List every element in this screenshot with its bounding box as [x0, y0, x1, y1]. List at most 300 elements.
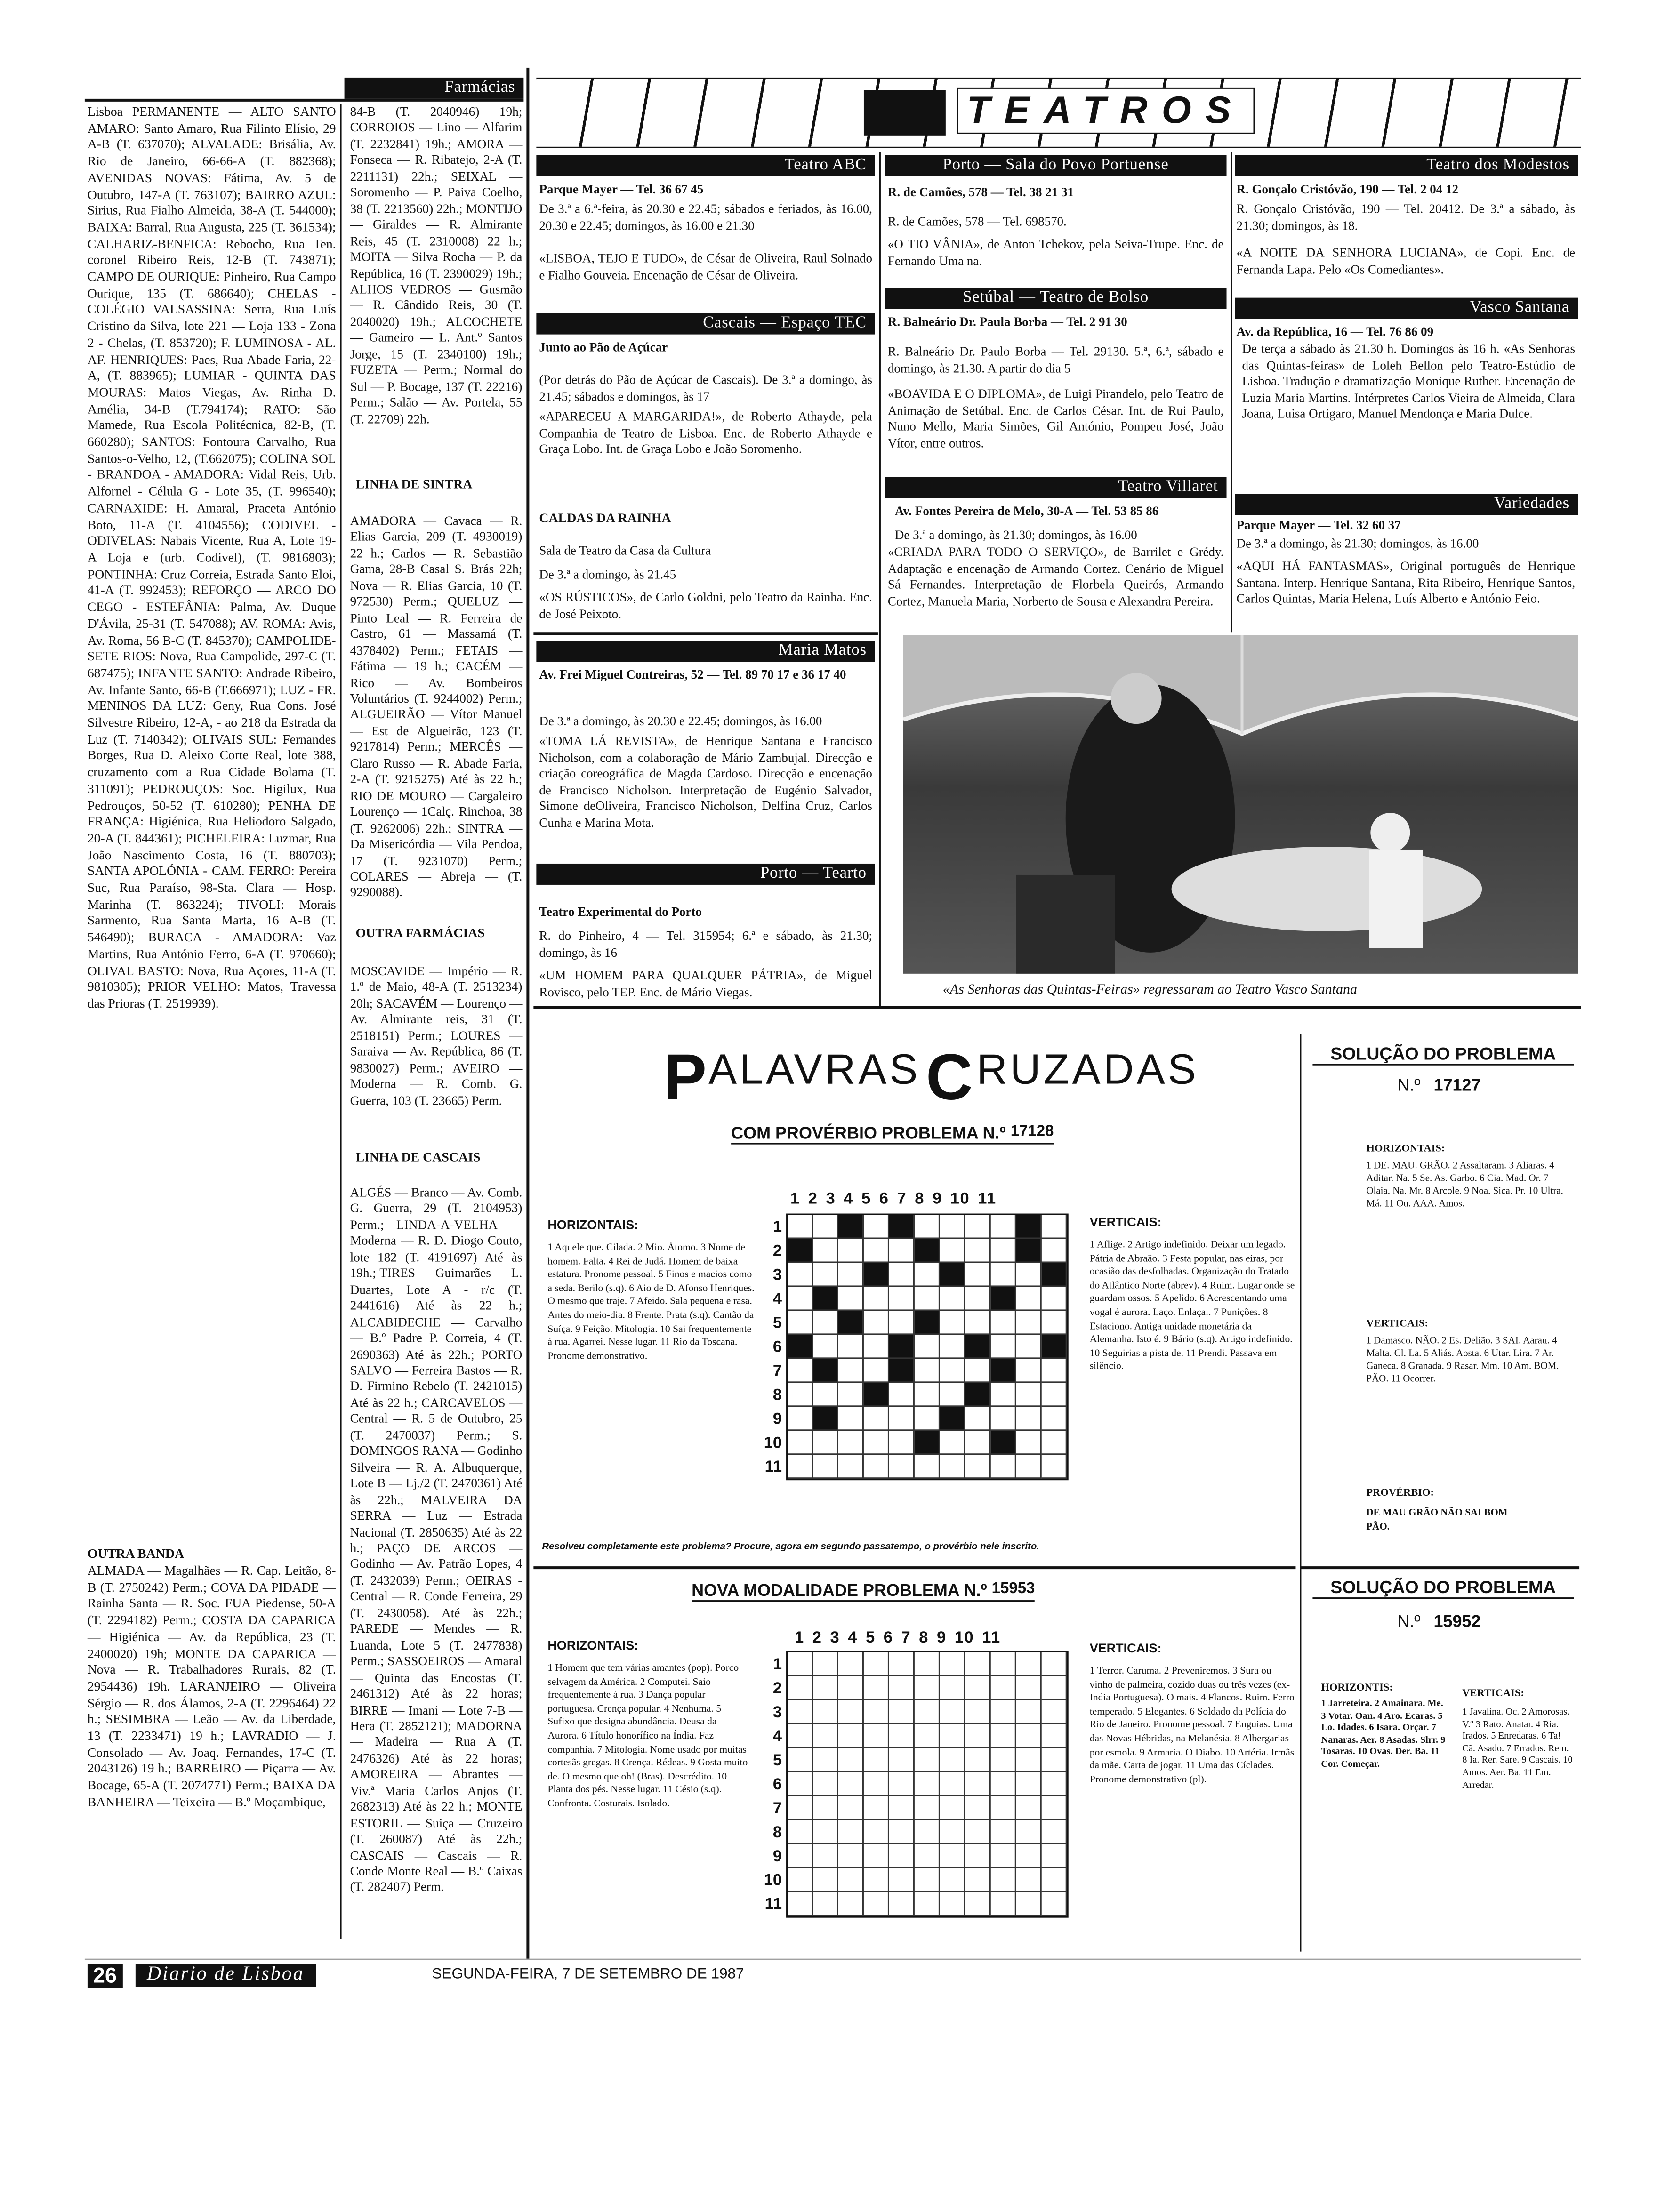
section-rule [526, 68, 528, 1959]
grid-cell[interactable] [915, 1652, 940, 1676]
grid-cell[interactable] [889, 1383, 915, 1407]
grid-cell[interactable] [813, 1724, 838, 1748]
modestos-text: R. Gonçalo Cristóvão, 190 — Tel. 20412. De 3.ª a sábado, às 21.30; domingos, às 18. [1236, 201, 1576, 232]
grid-cell[interactable] [864, 1820, 889, 1844]
grid-cell[interactable] [838, 1287, 864, 1311]
grid-cell[interactable] [1016, 1359, 1042, 1383]
grid-cell[interactable] [940, 1287, 965, 1311]
grid-cell[interactable] [788, 1311, 813, 1335]
grid-cell[interactable] [889, 1772, 915, 1796]
sol2-h-label: HORIZONTIS: [1321, 1680, 1393, 1693]
title-cap-p: P [663, 1040, 707, 1114]
grid-cell[interactable] [915, 1335, 940, 1359]
grid-cell[interactable] [788, 1868, 813, 1892]
grid-cell[interactable] [813, 1748, 838, 1772]
grid-cell[interactable] [838, 1820, 864, 1844]
grid-cell[interactable] [915, 1820, 940, 1844]
grid-cell[interactable] [813, 1676, 838, 1700]
grid-cell[interactable] [965, 1820, 991, 1844]
grid-cell[interactable] [1016, 1700, 1042, 1724]
grid-cell[interactable] [915, 1239, 940, 1263]
povo-show: «O TIO VÂNIA», de Anton Tchekov, pela Seiva-Trupe. Enc. de Fernando Uma na. [887, 237, 1224, 268]
grid-cell[interactable] [1016, 1820, 1042, 1844]
grid-cell[interactable] [915, 1455, 940, 1479]
grid-cell[interactable] [788, 1431, 813, 1455]
grid-cell[interactable] [1042, 1335, 1067, 1359]
grid-cell[interactable] [1042, 1820, 1067, 1844]
grid-cell[interactable] [788, 1700, 813, 1724]
grid-cell[interactable] [1016, 1772, 1042, 1796]
col-rule [879, 152, 881, 1006]
problem2-number: 15953 [991, 1580, 1035, 1598]
grid-cell[interactable] [788, 1407, 813, 1431]
grid-cell[interactable] [788, 1239, 813, 1263]
grid-cell[interactable] [965, 1287, 991, 1311]
grid-cell[interactable] [1016, 1263, 1042, 1287]
grid-cell[interactable] [991, 1239, 1016, 1263]
grid-cell[interactable] [1042, 1676, 1067, 1700]
grid-cell[interactable] [864, 1215, 889, 1239]
grid-cell[interactable] [838, 1892, 864, 1916]
grid-cell[interactable] [915, 1263, 940, 1287]
grid-cell[interactable] [788, 1652, 813, 1676]
grid-cell[interactable] [965, 1359, 991, 1383]
villaret-show: «CRIADA PARA TODO O SERVIÇO», de Barrilet e Grédy. Adaptação e encenação de Armando Cortez. Cenário de Miguel Sá Fernandes. Interpretação de Florbela Queirós, Armando Cortez, Manuela Maria, Norberto de Sousa e Alexandra Pereira. [887, 545, 1224, 608]
grid-cell[interactable] [889, 1335, 915, 1359]
grid-cell[interactable] [940, 1652, 965, 1676]
grid-cell[interactable] [889, 1455, 915, 1479]
grid-cell[interactable] [1042, 1239, 1067, 1263]
grid-cell[interactable] [1016, 1455, 1042, 1479]
grid-cell[interactable] [1042, 1772, 1067, 1796]
grid-cell[interactable] [1042, 1311, 1067, 1335]
grid-cell[interactable] [965, 1239, 991, 1263]
abc-text: De 3.ª a 6.ª-feira, às 20.30 e 22.45; sábados e feriados, às 16.00, 20.30 e 22.45; domingos, às 16.00 e 21.30 [539, 201, 872, 232]
grid-cell[interactable] [940, 1455, 965, 1479]
grid-cell[interactable] [991, 1263, 1016, 1287]
footer-rule [85, 1959, 1581, 1960]
grid-cell[interactable] [991, 1868, 1016, 1892]
grid-cell[interactable] [915, 1796, 940, 1820]
grid-cell[interactable] [889, 1796, 915, 1820]
sol2-verticais: 1 Javalina. Oc. 2 Amorosas. V.º 3 Rato. Anatar. 4 Ria. Irados. 5 Enredaras. 6 Ta! Cã. Asado. 7 Errados. Rem. 8 Ia. Rer. Sare. 9 Cascais. 10 Amos. Aer. Ba. 11 Em. Arredar. [1462, 1707, 1573, 1790]
grid-cell[interactable] [813, 1407, 838, 1431]
grid-cell[interactable] [1042, 1892, 1067, 1916]
grid-cell[interactable] [813, 1868, 838, 1892]
grid-cell[interactable] [788, 1287, 813, 1311]
grid-cell[interactable] [864, 1676, 889, 1700]
crossword-title [663, 1039, 1228, 1114]
grid-cell[interactable] [889, 1239, 915, 1263]
grid-cell[interactable] [915, 1772, 940, 1796]
outras-head: OUTRA FARMÁCIAS [355, 927, 485, 941]
sol1-v-label: VERTICAIS: [1366, 1316, 1429, 1330]
grid-cell[interactable] [889, 1311, 915, 1335]
modestos-show: «A NOITE DA SENHORA LUCIANA», de Copi. Enc. de Fernanda Lapa. Pelo «Os Comediantes». [1236, 245, 1576, 276]
caldas-head: CALDAS DA RAINHA [539, 512, 671, 527]
grid-cell[interactable] [813, 1844, 838, 1868]
grid-cell[interactable] [838, 1239, 864, 1263]
p1-horizontais: 1 Aquele que. Cilada. 2 Mio. Átomo. 3 Nome de homem. Falta. 4 Rei de Judá. Homem de baixa estatura. Pronome pessoal. 5 Finos e macios como a seda. Berilo (s.q). 6 Aio de D. Afonso Henriques. O mesmo que traje. 7 Afeido. Sala pequena e rasa. Antes do meio-dia. 8 Frente. Prata (s.q). Cantão da Suíça. 9 Feição. Mitologia. 10 Sai frequentemente à rua. Agarrei. Nesse lugar. 11 Rio da Toscana. Pronome demonstrativo. [547, 1242, 755, 1362]
grid-cell[interactable] [813, 1652, 838, 1676]
grid-cell[interactable] [915, 1359, 940, 1383]
grid-cell[interactable] [788, 1772, 813, 1796]
farmacias-col1b: ALMADA — Magalhães — R. Cap. Leitão, 8-B (T. 2750242) Perm.; COVA DA PIDADE — Rainha Santa — R. Soc. FUA Piedense, 50-A (T. 2294182) Perm.; COSTA DA CAPARICA — Higiénica — Av. da República, 23 (T. 2400020) 19h; MONTE DA CAPARICA — Nova — R. Trabalhadores Rurais, 82 (T. 2954436) 19h. LARANJEIRO — Oliveira Sérgio — R. dos Álamos, 2-A (T. 2296464) 22 h.; SESIMBRA — Leão — Av. da Liberdade, 13 (T. 2233471) 19 h.; LAVRADIO — J. Consolado — Av. Joaq. Fernandes, 17-C (T. 2043126) 19 h.; BARREIRO — Piçarra — Av. Bocage, 65-A (T. 2074771) Perm.; BAIXA DA BANHEIRA — Teixeira — B.º Moçambique, [87, 1563, 336, 1809]
grid-cell[interactable] [813, 1431, 838, 1455]
solution2-no-label: N.º [1397, 1611, 1421, 1632]
grid-cell[interactable] [1042, 1700, 1067, 1724]
grid-cell[interactable] [940, 1748, 965, 1772]
grid-cell[interactable] [889, 1700, 915, 1724]
grid-cell[interactable] [965, 1455, 991, 1479]
teatros-header [536, 78, 1581, 148]
grid-cell[interactable] [1042, 1431, 1067, 1455]
grid-cell[interactable] [940, 1263, 965, 1287]
grid-cell[interactable] [940, 1724, 965, 1748]
grid-cell[interactable] [788, 1820, 813, 1844]
grid-cell[interactable] [838, 1431, 864, 1455]
grid-cell[interactable] [864, 1868, 889, 1892]
solution1-title: SOLUÇÃO DO PROBLEMA [1312, 1044, 1574, 1066]
grid1-colnums: 1 2 3 4 5 6 7 8 9 10 11 [790, 1191, 997, 1208]
newspaper-name: Diario de Lisboa [136, 1964, 316, 1987]
grid-cell[interactable] [940, 1892, 965, 1916]
grid-cell[interactable] [991, 1892, 1016, 1916]
grid-cell[interactable] [864, 1383, 889, 1407]
grid-cell[interactable] [838, 1844, 864, 1868]
grid-cell[interactable] [965, 1676, 991, 1700]
grid-cell[interactable] [813, 1311, 838, 1335]
grid-cell[interactable] [838, 1407, 864, 1431]
grid-cell[interactable] [991, 1455, 1016, 1479]
crossword-grid-1[interactable] [786, 1214, 1069, 1481]
abc-show: «LISBOA, TEJO E TUDO», de César de Oliveira, Raul Solnado e Fialho Gouveia. Encenação de César de Oliveira. [539, 251, 872, 282]
grid-cell[interactable] [889, 1652, 915, 1676]
grid-cell[interactable] [965, 1724, 991, 1748]
grid-cell[interactable] [991, 1820, 1016, 1844]
grid-cell[interactable] [991, 1383, 1016, 1407]
grid-cell[interactable] [838, 1383, 864, 1407]
grid-cell[interactable] [889, 1431, 915, 1455]
grid-cell[interactable] [965, 1892, 991, 1916]
grid-cell[interactable] [1042, 1407, 1067, 1431]
grid-cell[interactable] [940, 1359, 965, 1383]
p2-h-label: HORIZONTAIS: [547, 1638, 639, 1653]
grid-cell[interactable] [965, 1868, 991, 1892]
grid-cell[interactable] [915, 1431, 940, 1455]
grid-cell[interactable] [864, 1844, 889, 1868]
grid-cell[interactable] [889, 1820, 915, 1844]
grid-cell[interactable] [813, 1263, 838, 1287]
grid-cell[interactable] [965, 1407, 991, 1431]
divider [533, 1566, 1295, 1568]
p2-v-label: VERTICAIS: [1089, 1641, 1162, 1656]
grid-cell[interactable] [838, 1868, 864, 1892]
grid-cell[interactable] [864, 1263, 889, 1287]
variedades-addr: Parque Mayer — Tel. 32 60 37 [1236, 518, 1401, 532]
grid-cell[interactable] [940, 1796, 965, 1820]
grid-cell[interactable] [813, 1383, 838, 1407]
grid-cell[interactable] [788, 1455, 813, 1479]
grid-cell[interactable] [1042, 1724, 1067, 1748]
grid-cell[interactable] [788, 1383, 813, 1407]
grid-cell[interactable] [915, 1215, 940, 1239]
grid-cell[interactable] [940, 1676, 965, 1700]
grid-cell[interactable] [965, 1796, 991, 1820]
grid-cell[interactable] [1042, 1868, 1067, 1892]
grid-cell[interactable] [813, 1359, 838, 1383]
grid-cell[interactable] [864, 1772, 889, 1796]
grid-cell[interactable] [915, 1844, 940, 1868]
farmacias-col2c: MOSCAVIDE — Império — R. 1.º de Maio, 48-A (T. 2513234) 20h; SACAVÉM — Lourenço — Av. Almirante reis, 31 (T. 2518151) Perm.; LOURES — Saraiva — Av. República, 86 (T. 9830027) Perm.; AVEIRO — Moderna — R. Comb. G. Guerra, 103 (T. 23665) Perm. [350, 963, 523, 1107]
grid-cell[interactable] [940, 1311, 965, 1335]
grid-cell[interactable] [1042, 1748, 1067, 1772]
grid-cell[interactable] [889, 1892, 915, 1916]
grid-cell[interactable] [940, 1844, 965, 1868]
grid-cell[interactable] [813, 1796, 838, 1820]
grid-cell[interactable] [991, 1407, 1016, 1431]
grid-cell[interactable] [838, 1676, 864, 1700]
grid-cell[interactable] [915, 1868, 940, 1892]
grid-cell[interactable] [940, 1820, 965, 1844]
grid-cell[interactable] [915, 1892, 940, 1916]
bolso-show: «BOAVIDA E O DIPLOMA», de Luigi Pirandelo, pelo Teatro de Animação de Setúbal. Enc. de Carlos César. Int. de Rui Paulo, Nuno Mello, Maria Simões, Gil António, Pompeu José, João Vítor, entre outros. [887, 386, 1224, 450]
grid-cell[interactable] [915, 1383, 940, 1407]
grid-cell[interactable] [788, 1748, 813, 1772]
grid-cell[interactable] [991, 1844, 1016, 1868]
grid-cell[interactable] [864, 1748, 889, 1772]
modestos-title: Teatro dos Modestos [1235, 155, 1578, 176]
grid-cell[interactable] [813, 1700, 838, 1724]
grid-cell[interactable] [965, 1335, 991, 1359]
problem2-heading [692, 1580, 1035, 1602]
grid-cell[interactable] [864, 1455, 889, 1479]
grid-cell[interactable] [991, 1652, 1016, 1676]
grid-cell[interactable] [813, 1892, 838, 1916]
grid-cell[interactable] [1016, 1335, 1042, 1359]
grid-cell[interactable] [940, 1407, 965, 1431]
grid-cell[interactable] [788, 1892, 813, 1916]
grid-cell[interactable] [788, 1724, 813, 1748]
caldas-show: «OS RÚSTICOS», de Carlo Goldni, pelo Teatro da Rainha. Enc. de José Peixoto. [539, 590, 872, 621]
col-rule [1300, 1034, 1301, 1952]
grid-cell[interactable] [813, 1239, 838, 1263]
grid-cell[interactable] [915, 1311, 940, 1335]
grid-cell[interactable] [965, 1844, 991, 1868]
col-rule [340, 104, 342, 1939]
grid-cell[interactable] [1016, 1311, 1042, 1335]
grid-cell[interactable] [965, 1772, 991, 1796]
grid-cell[interactable] [1016, 1239, 1042, 1263]
grid-cell[interactable] [1042, 1652, 1067, 1676]
grid-cell[interactable] [1016, 1748, 1042, 1772]
tec-show: «APARECEU A MARGARIDA!», de Roberto Athayde, pela Companhia de Teatro de Lisboa. Enc. de Roberto Athayde e Graça Lobo. Int. de Graça Lobo e João Soromenho. [539, 409, 872, 457]
grid-cell[interactable] [940, 1383, 965, 1407]
grid-cell[interactable] [788, 1844, 813, 1868]
grid-cell[interactable] [813, 1455, 838, 1479]
farmacias-col2a: 84-B (T. 2040946) 19h; CORROIOS — Lino — Alfarim (T. 2232841) 19h.; AMORA — Fonseca — R. Ribatejo, 2-A (T. 2211131) 22h.; SEIXAL — Soromenho — P. Paiva Coelho, 38 (T. 2213560) 22h.; MONTIJO — Giraldes — R. Almirante Reis, 45 (T. 2310008) 22 h.; MOITA — Silva Rocha — P. da República, 16 (T. 2390029) 19h.; ALHOS VEDROS — Gusmão — R. Cândido Reis, 30 (T. 2040020) 19h.; ALCOCHETE — Gameiro — L. Ant.º Santos Jorge, 15 (T. 2340100) 19h.; FUZETA — Perm.; Normal do Sul — P. Bocage, 137 (T. 22216) Perm.; Salão — Av. Portela, 55 (T. 22709) 22h. [350, 104, 523, 426]
grid-cell[interactable] [864, 1724, 889, 1748]
grid-cell[interactable] [788, 1796, 813, 1820]
grid-cell[interactable] [965, 1748, 991, 1772]
grid-cell[interactable] [864, 1335, 889, 1359]
grid-cell[interactable] [889, 1407, 915, 1431]
grid-cell[interactable] [940, 1239, 965, 1263]
grid-cell[interactable] [838, 1796, 864, 1820]
grid-cell[interactable] [838, 1652, 864, 1676]
grid-cell[interactable] [889, 1215, 915, 1239]
grid-cell[interactable] [788, 1215, 813, 1239]
villaret-title: Teatro Villaret [885, 477, 1227, 498]
grid-cell[interactable] [915, 1700, 940, 1724]
crossword-grid-2[interactable] [786, 1651, 1069, 1918]
grid-cell[interactable] [991, 1700, 1016, 1724]
grid-cell[interactable] [940, 1335, 965, 1359]
grid-cell[interactable] [1042, 1263, 1067, 1287]
grid-cell[interactable] [838, 1311, 864, 1335]
grid-cell[interactable] [889, 1359, 915, 1383]
grid-cell[interactable] [1042, 1383, 1067, 1407]
grid-cell[interactable] [813, 1772, 838, 1796]
grid-cell[interactable] [991, 1431, 1016, 1455]
grid-cell[interactable] [991, 1359, 1016, 1383]
grid-cell[interactable] [1016, 1868, 1042, 1892]
grid-cell[interactable] [788, 1676, 813, 1700]
grid-cell[interactable] [838, 1748, 864, 1772]
grid-cell[interactable] [991, 1215, 1016, 1239]
grid-cell[interactable] [864, 1239, 889, 1263]
grid-cell[interactable] [965, 1383, 991, 1407]
grid-cell[interactable] [991, 1772, 1016, 1796]
solution2-num: 15952 [1433, 1611, 1481, 1632]
tec-title: Cascais — Espaço TEC [536, 313, 875, 335]
grid-cell[interactable] [991, 1287, 1016, 1311]
grid-cell[interactable] [838, 1772, 864, 1796]
solution1-number [1397, 1075, 1480, 1095]
grid-cell[interactable] [788, 1335, 813, 1359]
grid-cell[interactable] [889, 1287, 915, 1311]
grid-cell[interactable] [940, 1868, 965, 1892]
grid-cell[interactable] [1016, 1215, 1042, 1239]
grid-cell[interactable] [965, 1263, 991, 1287]
p1-footer: Resolveu completamente este problema? Procure, agora em segundo passatempo, o provérbio nele inscrito. [542, 1542, 1039, 1553]
grid-cell[interactable] [940, 1700, 965, 1724]
grid-cell[interactable] [838, 1335, 864, 1359]
grid-cell[interactable] [788, 1263, 813, 1287]
grid-cell[interactable] [1016, 1844, 1042, 1868]
grid-cell[interactable] [838, 1215, 864, 1239]
grid-cell[interactable] [1016, 1383, 1042, 1407]
p2-horizontais: 1 Homem que tem várias amantes (pop). Porco selvagem da América. 2 Computei. Saio frequentemente à rua. 3 Dança popular portuguesa. Crença popular. 4 Nenhuma. 5 Sufixo que designa abundância. Deusa da Aurora. 6 Título honorífico na Índia. Faz companhia. 7 Mitologia. Nome usado por muitas cortesãs gregas. 8 Crença. Rédeas. 9 Gosta muito de. O mesmo que oh! (Bras). Descrédito. 10 Planta dos pés. Nesse lugar. 11 Césio (s.q). Confronta. Costurais. Isolado. [547, 1662, 748, 1809]
grid-cell[interactable] [813, 1215, 838, 1239]
grid-cell[interactable] [864, 1359, 889, 1383]
grid-cell[interactable] [991, 1748, 1016, 1772]
grid-cell[interactable] [1042, 1287, 1067, 1311]
grid-cell[interactable] [1042, 1215, 1067, 1239]
grid-cell[interactable] [889, 1844, 915, 1868]
maria-matos-show: «TOMA LÁ REVISTA», de Henrique Santana e Francisco Nicholson, com a colaboração de Mário Zambujal. Direcção e criação coreográfica de Magda Cardoso. Direcção e encenação de Francisco Nicholson. Interpretação de Eugénio Salvador, Simone deOliveira, Francisco Nicholson, Delfina Cruz, Carlos Cunha e Marina Mota. [539, 734, 872, 830]
grid-cell[interactable] [813, 1287, 838, 1311]
grid-cell[interactable] [1016, 1287, 1042, 1311]
grid-cell[interactable] [1016, 1407, 1042, 1431]
grid-cell[interactable] [864, 1892, 889, 1916]
grid-cell[interactable] [889, 1724, 915, 1748]
grid-cell[interactable] [864, 1311, 889, 1335]
photo-caption: «As Senhoras das Quintas-Feiras» regressaram ao Teatro Vasco Santana [942, 982, 1357, 998]
grid-cell[interactable] [1016, 1676, 1042, 1700]
grid-cell[interactable] [1042, 1796, 1067, 1820]
grid-cell[interactable] [838, 1359, 864, 1383]
abc-title: Teatro ABC [536, 155, 875, 176]
grid-cell[interactable] [1042, 1844, 1067, 1868]
grid-cell[interactable] [813, 1820, 838, 1844]
porto-tearto-text: R. do Pinheiro, 4 — Tel. 315954; 6.ª e sábado, às 21.30; domingo, às 16 [539, 928, 872, 959]
grid-cell[interactable] [991, 1796, 1016, 1820]
grid-cell[interactable] [940, 1772, 965, 1796]
grid-cell[interactable] [889, 1868, 915, 1892]
grid-cell[interactable] [965, 1215, 991, 1239]
grid-cell[interactable] [915, 1748, 940, 1772]
grid-cell[interactable] [838, 1455, 864, 1479]
grid-cell[interactable] [889, 1748, 915, 1772]
grid-cell[interactable] [1042, 1359, 1067, 1383]
grid-cell[interactable] [991, 1724, 1016, 1748]
solution2-number [1397, 1611, 1480, 1631]
grid-cell[interactable] [915, 1287, 940, 1311]
grid-cell[interactable] [991, 1311, 1016, 1335]
variedades-text: De 3.ª a domingo, às 21.30; domingos, às 16.00 [1236, 536, 1479, 551]
grid-cell[interactable] [965, 1700, 991, 1724]
grid-cell[interactable] [864, 1652, 889, 1676]
grid1-rownums: 1 2 3 4 5 6 7 8 9 10 11 [764, 1219, 782, 1476]
grid-cell[interactable] [864, 1700, 889, 1724]
sol2-v-label: VERTICAIS: [1462, 1686, 1524, 1699]
grid-cell[interactable] [889, 1263, 915, 1287]
divider [533, 1006, 1581, 1008]
grid-cell[interactable] [864, 1287, 889, 1311]
grid-cell[interactable] [965, 1311, 991, 1335]
grid-cell[interactable] [915, 1407, 940, 1431]
grid-cell[interactable] [915, 1676, 940, 1700]
p1-verticais: 1 Aflige. 2 Artigo indefinido. Deixar um legado. Pátria de Abraão. 3 Festa popular, nas eiras, por ocasião das desfolhadas. Organização do Tratado do Atlântico Norte (abrev). 4 Ruim. Lugar onde se guardam ossos. 5 Apelido. 6 Acrescentando uma vogal é aurora. Laço. Enlaçai. 7 Punições. 8 Estaciono. Antiga unidade monetária da Alemanha. Isto é. 9 Bário (s.q). Artigo indefinido. 10 Seguirias a pista de. 11 Prendi. Passava em silêncio. [1089, 1239, 1295, 1372]
grid-cell[interactable] [991, 1676, 1016, 1700]
grid-cell[interactable] [991, 1335, 1016, 1359]
solution2-title: SOLUÇÃO DO PROBLEMA [1312, 1578, 1574, 1599]
grid-cell[interactable] [965, 1431, 991, 1455]
grid-cell[interactable] [1016, 1796, 1042, 1820]
grid-cell[interactable] [838, 1263, 864, 1287]
grid-cell[interactable] [1016, 1652, 1042, 1676]
grid-cell[interactable] [864, 1407, 889, 1431]
problem1-number: 17128 [1010, 1123, 1054, 1140]
grid-cell[interactable] [838, 1700, 864, 1724]
grid-cell[interactable] [1042, 1455, 1067, 1479]
grid-cell[interactable] [915, 1724, 940, 1748]
grid-cell[interactable] [965, 1652, 991, 1676]
grid-cell[interactable] [1016, 1431, 1042, 1455]
grid-cell[interactable] [838, 1724, 864, 1748]
grid-cell[interactable] [1016, 1892, 1042, 1916]
grid-cell[interactable] [940, 1431, 965, 1455]
grid-cell[interactable] [813, 1335, 838, 1359]
grid-cell[interactable] [1016, 1724, 1042, 1748]
grid-cell[interactable] [788, 1359, 813, 1383]
page-date: SEGUNDA-FEIRA, 7 DE SETEMBRO DE 1987 [432, 1965, 744, 1983]
grid-cell[interactable] [940, 1215, 965, 1239]
grid-cell[interactable] [864, 1431, 889, 1455]
grid-cell[interactable] [864, 1796, 889, 1820]
grid-cell[interactable] [889, 1676, 915, 1700]
